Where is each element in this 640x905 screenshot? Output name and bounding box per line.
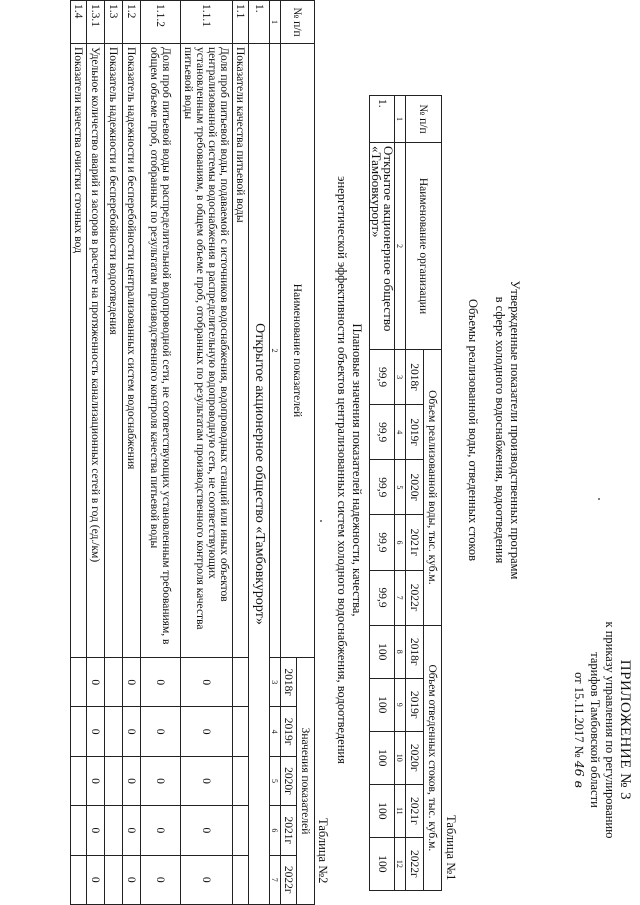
table2-row-value: 0 <box>141 855 181 904</box>
table2-row-name: Доля проб питьевой воды, подаваемой с источников водоснабжения, водопроводных станций или иных объектов централизованной системы водоснабжения в распределительную водопроводную сеть, не соответствующих установленным требованиям, в общем объеме проб, отобранных по результатам производственного контроля качества питьевой воды <box>181 44 233 658</box>
table1-colnum: 12 <box>395 837 406 890</box>
table1-year: 2019г <box>406 678 424 731</box>
table1-water-value: 99,9 <box>370 405 395 460</box>
table2-header-name: Наименование показателей <box>281 44 315 658</box>
table1-row-no: 1. <box>370 96 395 143</box>
table2-row-value <box>233 707 249 756</box>
table2-label: Таблица №2 <box>316 818 330 884</box>
section1-title-line-2: в сфере холодного водоснабжения, водоотведения <box>493 296 507 564</box>
section2-title-line-2: энергетической эффективности объектов централизованных систем холодного водоснабжения, водоотведения <box>335 176 349 764</box>
table2-colnum: 2 <box>270 44 281 658</box>
table1-year: 2018г <box>406 350 424 405</box>
table2-year: 2021г <box>281 806 297 855</box>
section1-title-line-1: Утвержденные показатели производственных программ <box>508 280 522 580</box>
table2-row-value: 0 <box>141 806 181 855</box>
table2-row-value <box>105 806 123 855</box>
table2-row-no: 1.2 <box>123 1 141 44</box>
table1-row-org: Открытое акционерное общество «Тамбовкурорт» <box>370 143 395 350</box>
table2-year: 2018г <box>281 658 297 707</box>
table1-year: 2018г <box>406 625 424 678</box>
table2-row-value: 0 <box>87 658 105 707</box>
table1-year: 2021г <box>406 784 424 837</box>
table2-row <box>123 1 141 905</box>
table2-year: 2020г <box>281 756 297 805</box>
table2-body <box>71 1 249 905</box>
table2-header-no: № п/п <box>281 1 315 44</box>
table2-row-value: 0 <box>181 806 233 855</box>
table2-row-value <box>233 658 249 707</box>
section1-title <box>492 230 522 630</box>
table2-row-value <box>71 658 87 707</box>
table1-label: Таблица №1 <box>444 815 458 881</box>
table1-water-value: 99,9 <box>370 570 395 625</box>
table1-water-value: 99,9 <box>370 350 395 405</box>
table2-row-value: 0 <box>123 707 141 756</box>
table1-waste-value: 100 <box>370 731 395 784</box>
table2-row-value: 0 <box>123 658 141 707</box>
table2-year: 2019г <box>281 707 297 756</box>
table1-water-value: 99,9 <box>370 460 395 515</box>
table2-colnum: 5 <box>270 756 281 805</box>
table2-row-value: 0 <box>87 806 105 855</box>
table1-colnum: 11 <box>395 784 406 837</box>
table1-waste-value: 100 <box>370 837 395 890</box>
table2-row-value <box>105 756 123 805</box>
table1-header-org: Наименование организации <box>406 143 442 350</box>
table2-header-values: Значения показателей <box>297 658 315 905</box>
scan-speck <box>598 498 600 500</box>
table2-row-value: 0 <box>141 707 181 756</box>
table2-row-name: Показатели качества очистки сточных вод <box>71 44 87 658</box>
table1-year: 2022г <box>406 837 424 890</box>
table2-colnum: 7 <box>270 855 281 904</box>
table2-row-value <box>105 707 123 756</box>
table2-row-value <box>233 806 249 855</box>
table2-row-value: 0 <box>141 658 181 707</box>
table2-row <box>141 1 181 905</box>
table2-row-name: Показатель надежности и бесперебойности централизованных систем водоснабжения <box>123 44 141 658</box>
table2-row-value <box>105 658 123 707</box>
table2-row-no: 1.1 <box>233 1 249 44</box>
scan-speck <box>320 520 322 522</box>
table1-year: 2020г <box>406 731 424 784</box>
table1-waste-value: 100 <box>370 784 395 837</box>
table1-colnum: 3 <box>395 350 406 405</box>
appendix-line-3 <box>571 580 587 880</box>
table2-row-value <box>71 806 87 855</box>
table2-section-title: Открытое акционерное общество «Тамбовкурорт» <box>249 44 270 905</box>
table2-row <box>233 1 249 905</box>
table2-row-no: 1.4 <box>71 1 87 44</box>
table2-colnum: 3 <box>270 658 281 707</box>
table2-row-value: 0 <box>141 756 181 805</box>
table2-row <box>71 1 87 905</box>
table2-row-no: 1.1.2 <box>141 1 181 44</box>
table1-colnum: 1 <box>395 96 406 143</box>
table2-row-value: 0 <box>123 756 141 805</box>
table2-row-value <box>233 855 249 904</box>
table2-year: 2022г <box>281 855 297 904</box>
table1-header-no: № п/п <box>406 96 442 143</box>
table2-row-value <box>71 756 87 805</box>
table1-colnum: 2 <box>395 143 406 350</box>
table2-row-value <box>71 855 87 904</box>
table1-colnum: 9 <box>395 678 406 731</box>
table2-row-value <box>105 855 123 904</box>
table2-row-value: 0 <box>87 855 105 904</box>
table2-row-value: 0 <box>181 855 233 904</box>
table2-row-value: 0 <box>181 756 233 805</box>
table2-row-value: 0 <box>123 855 141 904</box>
table2-colnum: 6 <box>270 806 281 855</box>
table2-row-name: Доля проб питьевой воды в распределительной водопроводной сети, не соответствующих установленным требованиям, в общем объеме проб, отобранных по результатам производственного контроля качества питьевой воды <box>141 44 181 658</box>
table2-row <box>105 1 123 905</box>
appendix-title: ПРИЛОЖЕНИЕ № 3 <box>617 659 633 801</box>
table1-waste-value: 100 <box>370 678 395 731</box>
table2-row-value <box>71 707 87 756</box>
section1-subtitle: Объемы реализованной воды, отведенных стоков <box>466 298 480 562</box>
table2-row-value: 0 <box>181 658 233 707</box>
table2-row-no: 1.3.1 <box>87 1 105 44</box>
handwritten-order-number: 46 в <box>572 760 587 788</box>
table2-row-no: 1.3 <box>105 1 123 44</box>
table2-row-name: Показатели качества питьевой воды <box>233 44 249 658</box>
table1-year: 2020г <box>406 460 424 515</box>
table1-header-water: Объем реализованной воды, тыс. куб.м. <box>424 350 442 626</box>
table1-water-value: 99,9 <box>370 515 395 570</box>
table1-colnum: 8 <box>395 625 406 678</box>
table2-row-value: 0 <box>123 806 141 855</box>
table1-colnum: 7 <box>395 570 406 625</box>
table1-colnum: 6 <box>395 515 406 570</box>
table1-header-waste: Объем отведенных стоков, тыс. куб.м. <box>424 625 442 890</box>
appendix-line-1: к приказу управления по регулированию <box>603 621 617 839</box>
table1-year: 2019г <box>406 405 424 460</box>
table1-colnum: 10 <box>395 731 406 784</box>
table2-row <box>181 1 233 905</box>
table2-row <box>87 1 105 905</box>
table2-row-no: 1.1.1 <box>181 1 233 44</box>
section2-title-line-1: Плановые значения показателей надежности, качества, <box>350 323 364 617</box>
table2-row-name: Удельное количество аварий и засоров в расчете на протяженность канализационных сетей в год (ед./км) <box>87 44 105 658</box>
table1-waste-value: 100 <box>370 625 395 678</box>
table2-colnum: 1 <box>270 1 281 44</box>
table1 <box>369 95 442 891</box>
table1-colnum: 4 <box>395 405 406 460</box>
table2-row-name: Показатель надежности и бесперебойности водоотведения <box>105 44 123 658</box>
appendix-header <box>571 580 632 880</box>
table2-row-value <box>233 756 249 805</box>
table2-row-value: 0 <box>181 707 233 756</box>
appendix-line-2: тарифов Тамбовской области <box>588 652 602 808</box>
table1-year: 2022г <box>406 570 424 625</box>
table1-year: 2021г <box>406 515 424 570</box>
table2-section-no: 1. <box>249 1 270 44</box>
table1-colnum: 5 <box>395 460 406 515</box>
table2-colnum: 4 <box>270 707 281 756</box>
order-date: от 15.11.2017 № <box>572 672 586 758</box>
table2-row-value: 0 <box>87 756 105 805</box>
table2 <box>70 0 315 905</box>
table2-row-value: 0 <box>87 707 105 756</box>
